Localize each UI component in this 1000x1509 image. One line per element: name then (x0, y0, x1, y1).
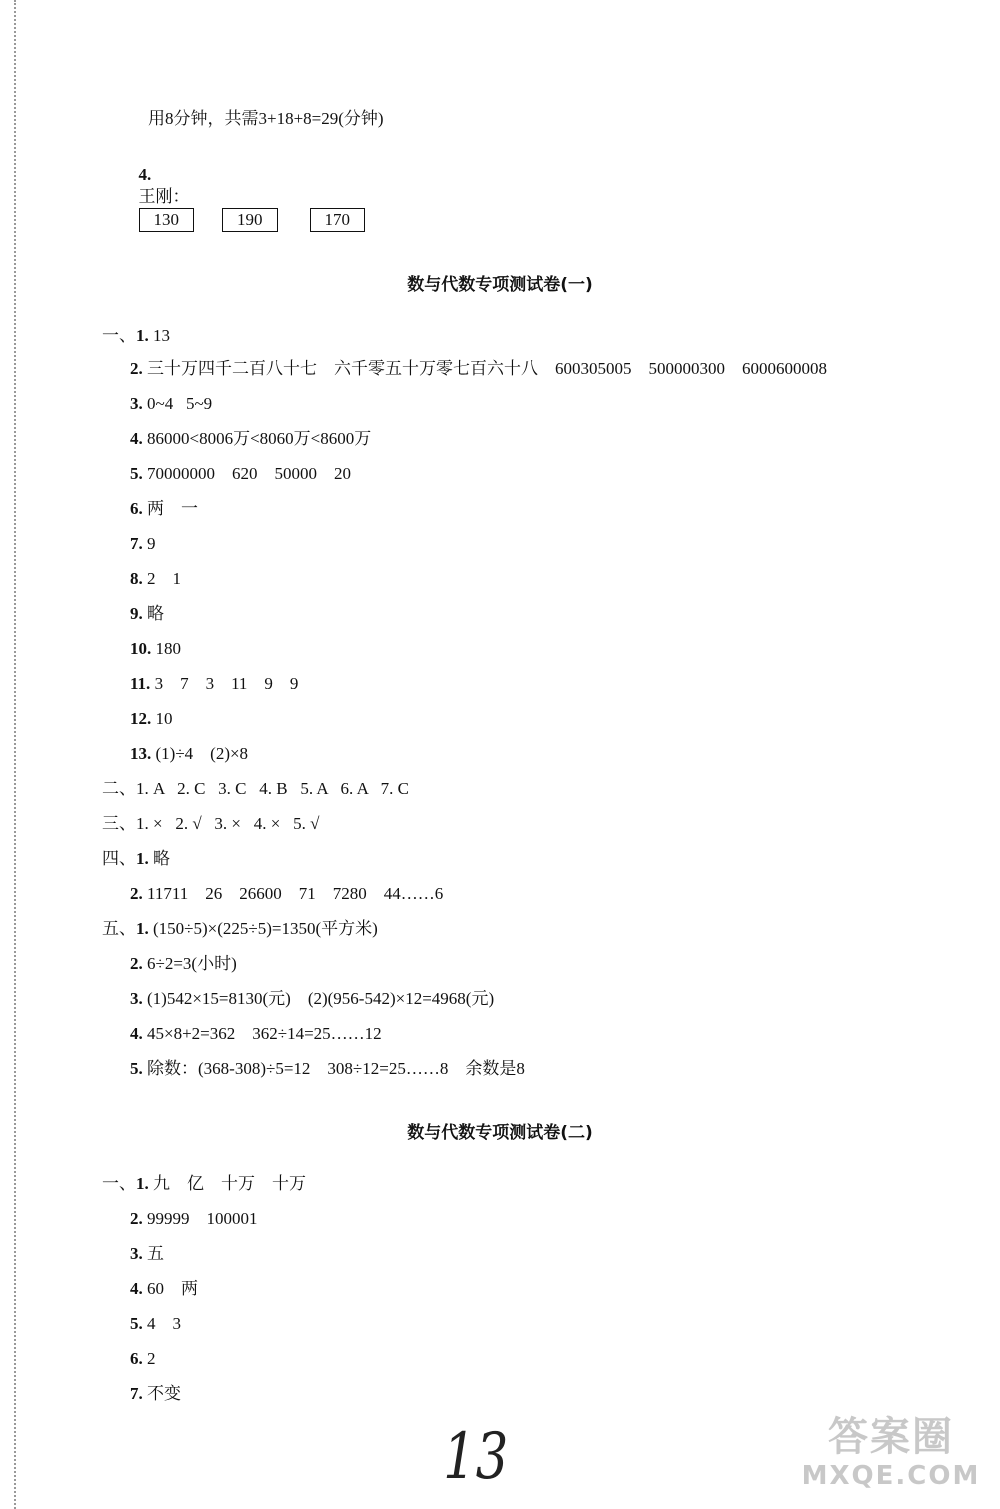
watermark-url: MXQE.COM (801, 1461, 981, 1491)
watermark-text: 答案圈 (828, 1414, 954, 1460)
answer-box: 170 (310, 208, 366, 232)
answer-line: 三、1. × 2. √ 3. × 4. × 5. √ (102, 814, 320, 833)
answer-line: 二、1. A 2. C 3. C 4. B 5. A 6. A 7. C (102, 779, 409, 798)
answer-line: 3. 0~4 5~9 (130, 394, 213, 413)
answer-line: 5. 除数：(368-308)÷5=12 308÷12=25……8 余数是8 (130, 1059, 525, 1078)
answer-line: 5. 70000000 620 50000 20 (130, 464, 351, 483)
answer-line: 11. 3 7 3 11 9 9 (130, 674, 299, 693)
answer-line: 10. 180 (130, 639, 181, 658)
answer-line: 12. 10 (130, 709, 173, 728)
answer-line: 4. 60 两 (130, 1279, 198, 1298)
answer-line: 5. 4 3 (130, 1314, 181, 1333)
answer-line: 四、1. 略 (102, 849, 170, 868)
answer-label: 王刚： (138, 187, 190, 206)
answer-line: 8. 2 1 (130, 569, 181, 588)
binding-margin-line (14, 0, 16, 1509)
answer-line: 一、1. 九 亿 十万 十万 (102, 1174, 306, 1193)
answer-line: 6. 2 (130, 1349, 156, 1368)
answer-line: 7. 9 (130, 534, 156, 553)
item-number: 4. (138, 165, 152, 184)
answer-line: 4. 86000<8006万<8060万<8600万 (130, 429, 372, 448)
watermark-logo (796, 1413, 986, 1503)
answer-line: 13. (1)÷4 (2)×8 (130, 744, 249, 763)
answer-box: 190 (222, 208, 278, 232)
answer-line: 一、1. 13 (102, 326, 170, 345)
top-line-2 (130, 142, 387, 232)
top-line-1: 用8分钟，共需3+18+8=29(分钟) (148, 109, 384, 128)
section-title: 数与代数专项测试卷(二) (407, 1123, 593, 1143)
answer-line: 4. 45×8+2=362 362÷14=25……12 (130, 1024, 382, 1043)
answer-line: 2. 三十万四千二百八十七 六千零五十万零七百六十八 600305005 500000300 6000600008 (130, 359, 827, 378)
answer-line: 7. 不变 (130, 1384, 181, 1403)
answer-box: 130 (139, 208, 195, 232)
answer-line: 2. 99999 100001 (130, 1209, 258, 1228)
answer-line: 3. 五 (130, 1244, 164, 1263)
answer-line: 2. 6÷2=3(小时) (130, 954, 237, 973)
answer-line: 3. (1)542×15=8130(元) (2)(956-542)×12=4968(元) (130, 989, 495, 1008)
answer-line: 2. 11711 26 26600 71 7280 44……6 (130, 884, 444, 903)
answer-line: 五、1. (150÷5)×(225÷5)=1350(平方米) (102, 919, 378, 938)
page-number: 13 (443, 1420, 509, 1494)
answer-line: 9. 略 (130, 604, 164, 623)
section-title: 数与代数专项测试卷(一) (407, 275, 593, 295)
answer-line: 6. 两 一 (130, 499, 198, 518)
